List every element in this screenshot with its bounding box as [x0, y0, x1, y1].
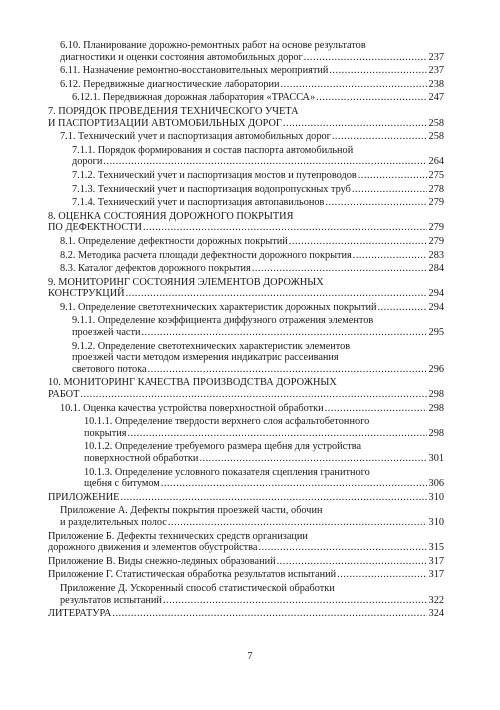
- toc-entry-text: 9. МОНИТОРИНГ СОСТОЯНИЯ ЭЛЕМЕНТОВ ДОРОЖНЫХ: [48, 276, 324, 288]
- toc-entry: [48, 403, 444, 415]
- toc-entry: [48, 505, 444, 528]
- dot-leader: [281, 79, 427, 91]
- toc-page-number: 295: [428, 327, 444, 339]
- toc-entry: [48, 556, 444, 568]
- toc-page-number: 258: [428, 131, 444, 143]
- dot-leader: [168, 517, 427, 529]
- table-of-contents: [48, 40, 444, 622]
- toc-entry-text: ЛИТЕРАТУРА: [48, 608, 112, 620]
- toc-page-number: 279: [428, 197, 444, 209]
- dot-leader: [80, 389, 427, 401]
- toc-entry: [48, 441, 444, 464]
- dot-leader: [163, 595, 427, 607]
- toc-page-number: 294: [428, 301, 444, 313]
- toc-page-number: 237: [428, 51, 444, 63]
- toc-entry-text: диагностики и оценки состояния автомобильных дорог: [60, 51, 303, 63]
- toc-entry-text: Приложение А. Дефекты покрытия проезжей части, обочин: [60, 505, 323, 517]
- toc-entry: [48, 341, 444, 376]
- toc-entry-text: поверхностной обработки: [84, 453, 199, 464]
- toc-entry-text: 7.1.3. Технический учет и паспортизация водопропускных труб: [72, 183, 351, 195]
- dot-leader: [126, 288, 427, 300]
- toc-entry-text: светового потока: [72, 363, 147, 375]
- toc-entry-text: 10.1. Оценка качества устройства поверхностной обработки: [60, 402, 324, 414]
- toc-entry: [48, 92, 444, 104]
- dot-leader: [337, 569, 427, 581]
- toc-entry-text: дорожного движения и элементов обустройства: [48, 542, 258, 554]
- dot-leader: [316, 92, 427, 104]
- toc-entry-text: 9.1.2. Определение светотехнических характеристик элементов: [72, 340, 351, 352]
- dot-leader: [141, 327, 427, 339]
- dot-leader: [148, 364, 427, 376]
- dot-leader: [352, 184, 427, 196]
- toc-page-number: 279: [428, 235, 444, 247]
- toc-entry-text: И ПАСПОРТИЗАЦИИ АВТОМОБИЛЬНЫХ ДОРОГ: [48, 117, 282, 129]
- toc-entry-text: 9.1.1. Определение коэффициента диффузного отражения элементов: [72, 315, 374, 327]
- toc-entry: [48, 197, 444, 209]
- dot-leader: [112, 608, 427, 620]
- toc-entry-text: проезжей части: [72, 327, 141, 339]
- toc-page-number: 322: [428, 594, 444, 606]
- toc-entry-text: 10. МОНИТОРИНГ КАЧЕСТВА ПРОИЗВОДСТВА ДОРОЖНЫХ: [48, 377, 337, 389]
- dot-leader: [304, 52, 427, 64]
- toc-page-number: 283: [428, 249, 444, 261]
- dot-leader: [103, 156, 427, 168]
- toc-page-number: 279: [428, 222, 444, 234]
- toc-page-number: 317: [428, 555, 444, 567]
- toc-page-number: 301: [428, 453, 444, 464]
- dot-leader: [258, 542, 427, 554]
- dot-leader: [329, 65, 427, 77]
- toc-entry-text: ПО ДЕФЕКТНОСТИ: [48, 222, 142, 234]
- toc-entry-text: 8.3. Каталог дефектов дорожного покрытия: [60, 263, 251, 275]
- toc-entry: [48, 416, 444, 439]
- toc-page-number: 306: [428, 478, 444, 490]
- toc-page-number: 298: [428, 389, 444, 401]
- toc-entry-text: 7.1.2. Технический учет и паспортизация мостов и путепроводов: [72, 169, 357, 181]
- toc-page-number: 296: [428, 363, 444, 375]
- toc-entry-text: 10.1.3. Определение условного показателя сцепления гранитного: [84, 466, 370, 478]
- toc-page-number: 324: [428, 608, 444, 620]
- toc-page-number: 284: [428, 263, 444, 275]
- dot-leader: [161, 478, 427, 490]
- dot-leader: [332, 131, 427, 143]
- page-number: 7: [247, 651, 253, 662]
- toc-entry: [48, 131, 444, 143]
- toc-entry: [48, 236, 444, 248]
- dot-leader: [325, 403, 427, 415]
- toc-entry-text: 10.1.2. Определение требуемого размера щебня для устройства: [84, 441, 362, 453]
- toc-entry: [48, 263, 444, 275]
- toc-entry-text: дороги: [72, 156, 103, 168]
- dot-leader: [353, 250, 427, 262]
- toc-entry-text: 7.1.1. Порядок формирования и состав паспорта автомобильной: [72, 144, 354, 156]
- toc-entry-text: 8.1. Определение дефектности дорожных покрытий: [60, 235, 288, 247]
- toc-page-number: 264: [428, 156, 444, 168]
- toc-entry-text: 8.2. Методика расчета площади дефектности дорожного покрытия: [60, 249, 352, 261]
- toc-entry: [48, 65, 444, 77]
- dot-leader: [120, 492, 427, 504]
- toc-entry-text: 8. ОЦЕНКА СОСТОЯНИЯ ДОРОЖНОГО ПОКРЫТИЯ: [48, 210, 294, 222]
- toc-entry-text: результатов испытаний: [60, 594, 162, 606]
- toc-entry-text: проезжей части методом измерения индикатрис рассеивания: [72, 352, 339, 364]
- dot-leader: [143, 222, 427, 234]
- toc-entry: [48, 250, 444, 262]
- toc-entry-text: КОНСТРУКЦИЙ: [48, 288, 125, 300]
- dot-leader: [358, 170, 427, 182]
- toc-entry-text: Приложение Г. Статистическая обработка результатов испытаний: [48, 569, 337, 581]
- toc-entry: [48, 583, 444, 606]
- toc-page-number: 237: [428, 65, 444, 77]
- toc-entry-text: 7.1.4. Технический учет и паспортизация автопавильонов: [72, 197, 325, 209]
- toc-page-number: 278: [428, 183, 444, 195]
- toc-entry: [48, 315, 444, 338]
- toc-entry: [48, 531, 444, 554]
- toc-entry-text: Приложение Б. Дефекты технических средств организации: [48, 530, 308, 542]
- toc-entry-text: 7.1. Технический учет и паспортизация автомобильных дорог: [60, 131, 331, 143]
- toc-entry: [48, 277, 444, 300]
- toc-entry: [48, 302, 444, 314]
- toc-entry: [48, 608, 444, 620]
- dot-leader: [199, 453, 427, 465]
- toc-entry: [48, 79, 444, 91]
- toc-entry-text: 6.12.1. Передвижная дорожная лаборатория «ТРАССА»: [72, 92, 316, 104]
- toc-entry-text: и разделительных полос: [60, 516, 167, 528]
- toc-entry-text: Приложение Д. Ускоренный способ статистической обработки: [60, 582, 335, 594]
- dot-leader: [377, 302, 427, 314]
- toc-page-number: 247: [428, 92, 444, 104]
- toc-entry-text: 10.1.1. Определение твердости верхнего слоя асфальтобетонного: [84, 416, 370, 428]
- dot-leader: [289, 236, 427, 248]
- toc-entry-text: 6.12. Передвижные диагностические лаборатории: [60, 78, 280, 90]
- toc-entry: [48, 492, 444, 504]
- dot-leader: [325, 197, 427, 209]
- toc-entry-text: РАБОТ: [48, 389, 80, 401]
- toc-entry: [48, 211, 444, 234]
- toc-page-number: 315: [428, 542, 444, 554]
- toc-entry: [48, 106, 444, 129]
- toc-page-number: 298: [428, 402, 444, 414]
- toc-entry-text: Приложение В. Виды снежно-ледяных образований: [48, 555, 276, 567]
- toc-page-number: 238: [428, 78, 444, 90]
- toc-entry: [48, 184, 444, 196]
- toc-entry: [48, 569, 444, 581]
- toc-entry: [48, 170, 444, 182]
- toc-entry-text: ПРИЛОЖЕНИЕ: [48, 491, 120, 503]
- toc-entry: [48, 40, 444, 63]
- dot-leader: [283, 118, 427, 130]
- toc-page-number: 310: [428, 516, 444, 528]
- toc-entry-text: 7. ПОРЯДОК ПРОВЕДЕНИЯ ТЕХНИЧЕСКОГО УЧЕТА: [48, 105, 299, 117]
- toc-page-number: 258: [428, 117, 444, 129]
- toc-entry-text: 9.1. Определение светотехнических характеристик дорожных покрытий: [60, 301, 377, 313]
- dot-leader: [127, 428, 427, 440]
- toc-entry: [48, 377, 444, 400]
- toc-entry-text: покрытия: [84, 427, 127, 439]
- toc-page-number: 294: [428, 288, 444, 300]
- toc-page-number: 310: [428, 491, 444, 503]
- toc-entry-text: 6.11. Назначение ремонтно-восстановительных мероприятий: [60, 65, 329, 77]
- toc-entry-text: щебня с битумом: [84, 478, 160, 490]
- toc-entry: [48, 145, 444, 168]
- toc-page-number: 317: [428, 569, 444, 581]
- toc-page-number: 298: [428, 427, 444, 439]
- toc-entry: [48, 467, 444, 490]
- dot-leader: [252, 263, 427, 275]
- dot-leader: [277, 556, 427, 568]
- toc-page-number: 275: [428, 169, 444, 181]
- toc-entry-text: 6.10. Планирование дорожно-ремонтных работ на основе результатов: [60, 40, 366, 51]
